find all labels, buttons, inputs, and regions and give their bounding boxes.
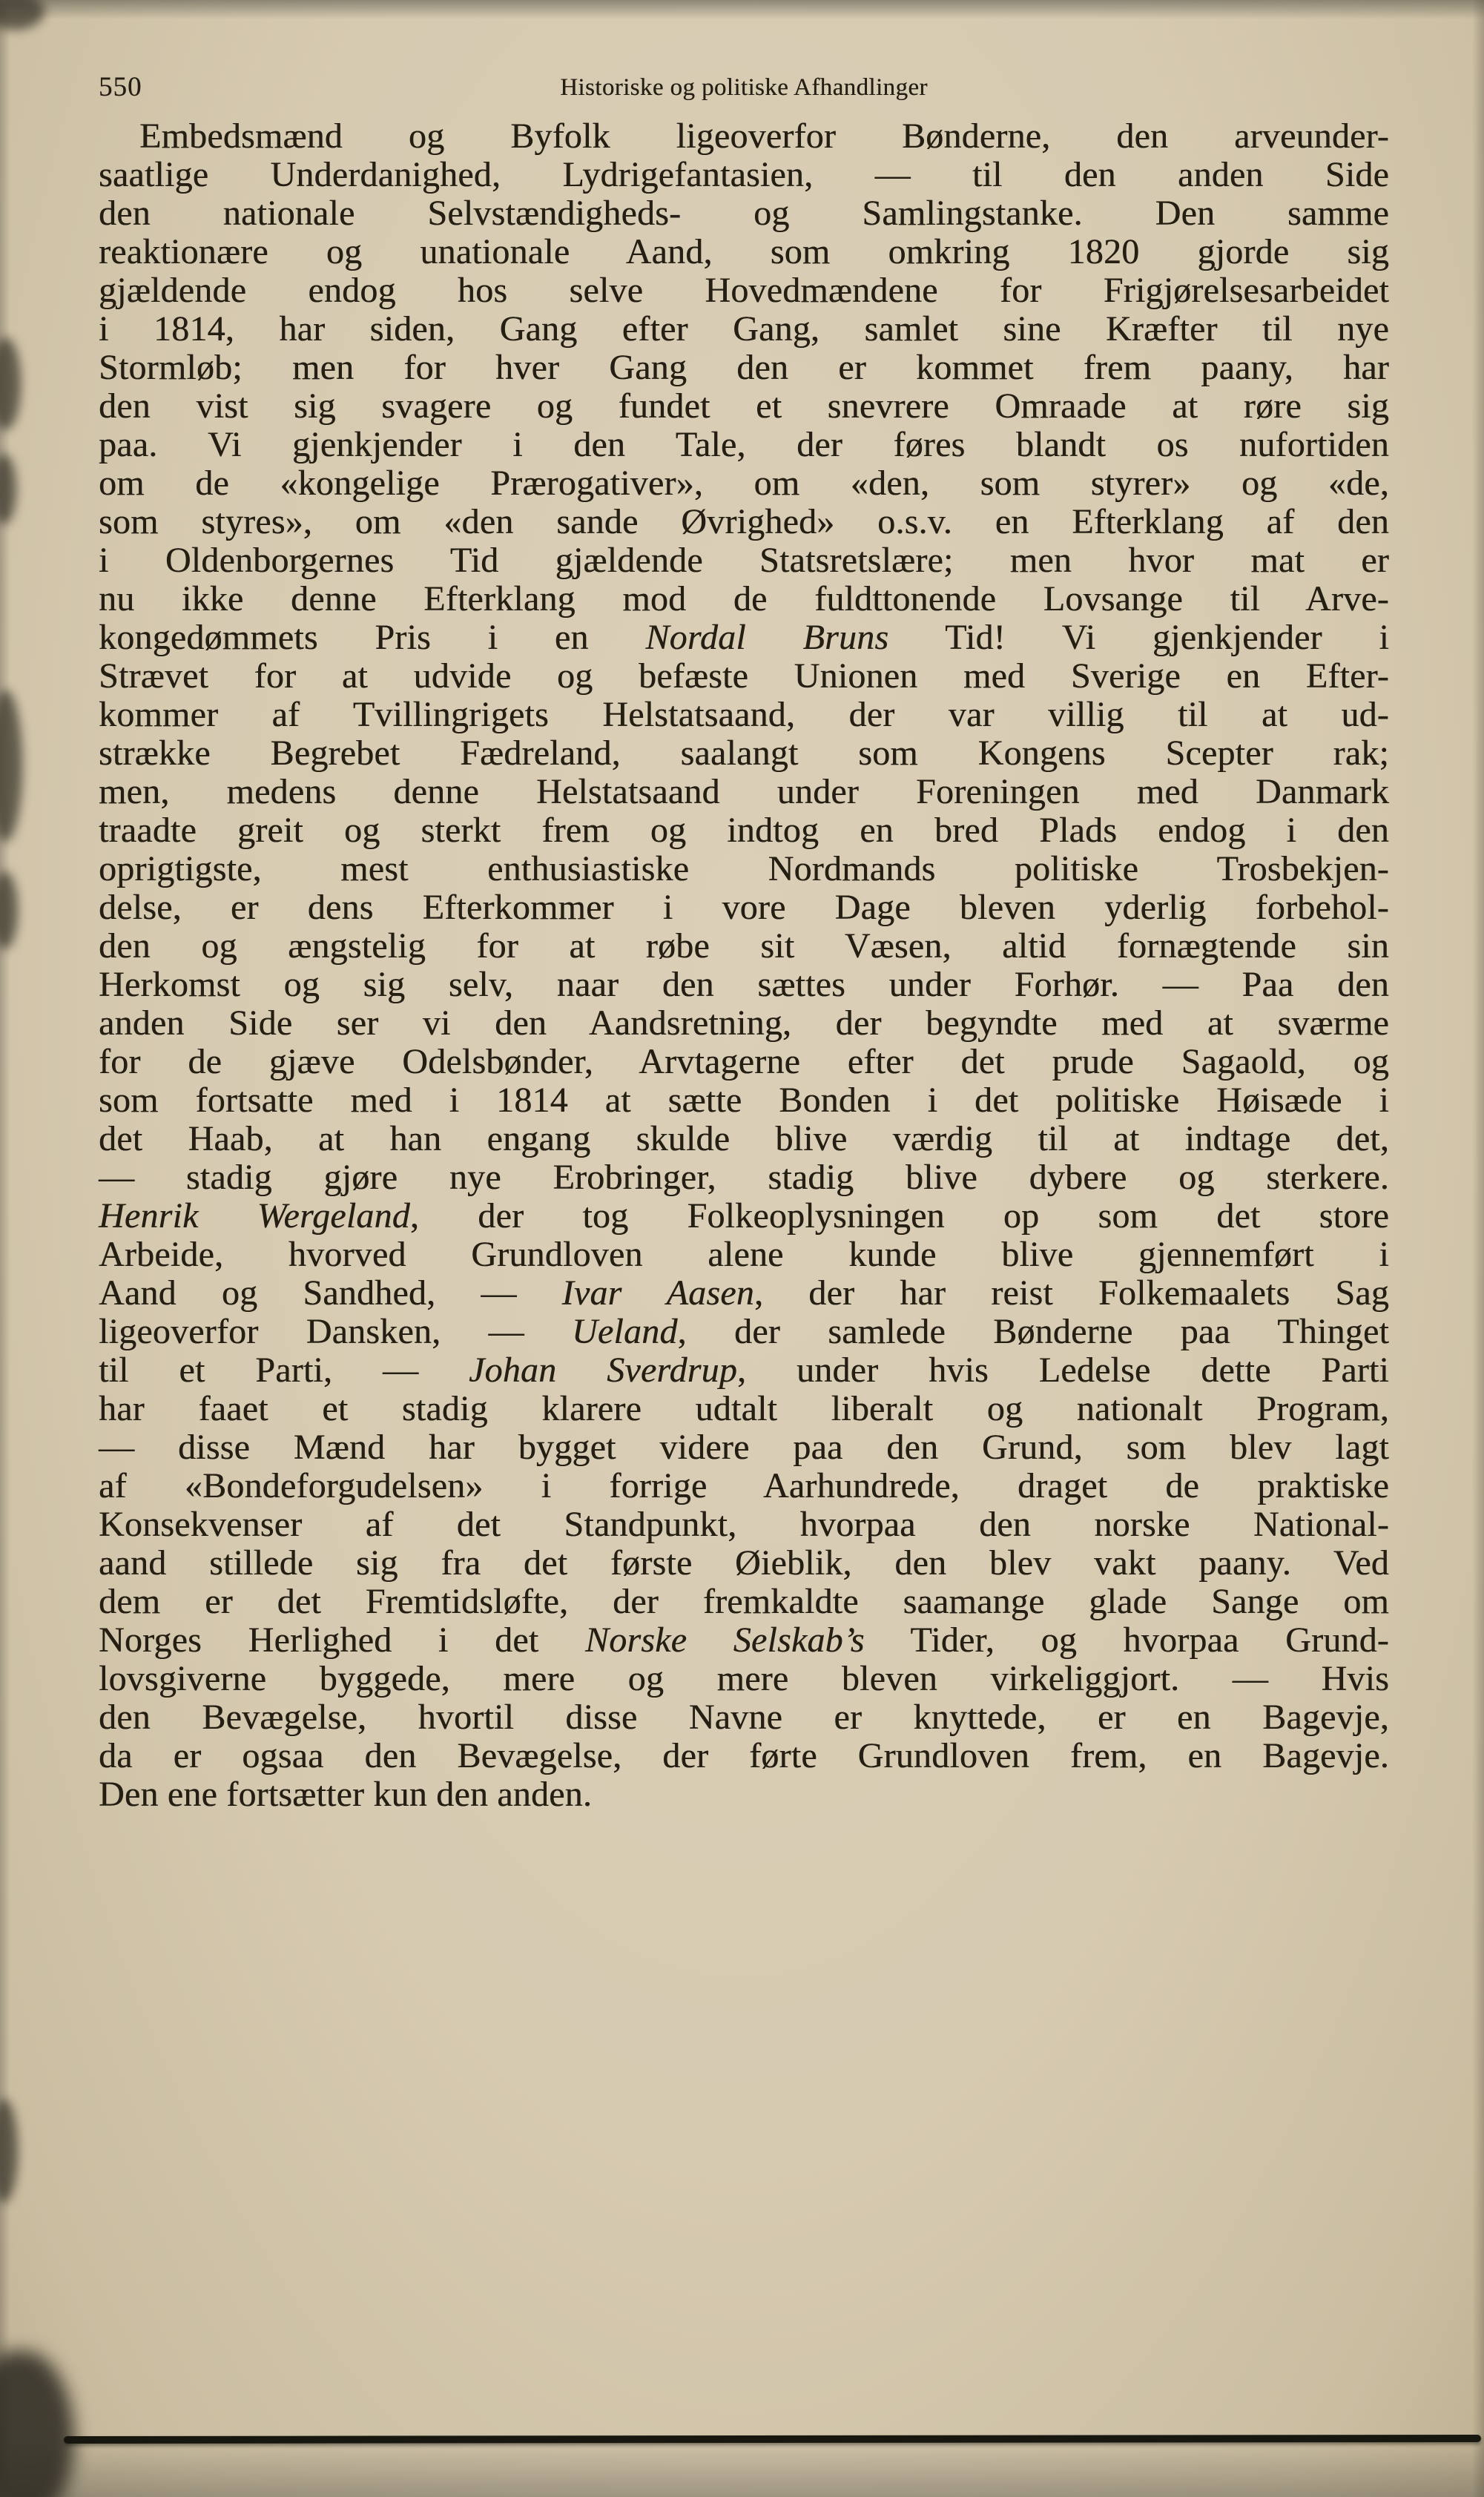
italic-text: Johan Sverdrup: [469, 1350, 737, 1390]
running-title: Historiske og politiske Afhandlinger: [560, 74, 928, 101]
text-segment: i 1814, har siden, Gang efter Gang, samlet sine Kræfter til nye: [99, 309, 1389, 349]
text-line: [99, 1544, 1389, 1583]
text-line: [99, 657, 1389, 696]
text-segment: , under hvis Ledelse dette Parti: [736, 1350, 1389, 1390]
text-line: [99, 850, 1389, 888]
text-line: [99, 349, 1389, 387]
text-line: [99, 1698, 1389, 1737]
text-line: [99, 1737, 1389, 1775]
text-segment: om de «kongelige Prærogativer», om «den, som styrer» og «de,: [99, 464, 1389, 503]
scan-smudge: [0, 337, 21, 430]
text-segment: paa. Vi gjenkjender i den Tale, der føres blandt os nufortiden: [99, 425, 1389, 464]
text-line: [99, 966, 1389, 1004]
text-segment: af «Bondeforgudelsen» i forrige Aarhundrede, draget de praktiske: [99, 1466, 1389, 1505]
text-segment: anden Side ser vi den Aandsretning, der begyndte med at sværme: [99, 1003, 1389, 1043]
scan-smudge: [0, 871, 18, 949]
text-segment: Den ene fortsætter kun den anden.: [99, 1775, 593, 1814]
text-segment: — stadig gjøre nye Erobringer, stadig blive dybere og sterkere.: [99, 1158, 1389, 1197]
text-line: [99, 271, 1389, 310]
text-segment: dem er det Fremtidsløfte, der fremkaldte saamange glade Sange om: [99, 1582, 1389, 1621]
text-line: [99, 117, 1389, 156]
scan-corner-blotch: [0, 2351, 74, 2497]
text-segment: har faaet et stadig klarere udtalt liberalt og nationalt Program,: [99, 1389, 1389, 1428]
text-segment: Norges Herlighed i det: [99, 1620, 585, 1660]
text-segment: den vist sig svagere og fundet et snevrere Omraade at røre sig: [99, 386, 1389, 426]
text-line: [99, 1120, 1389, 1158]
italic-text: Nordal Bruns: [645, 618, 889, 657]
text-segment: da er ogsaa den Bevægelse, der førte Grundloven frem, en Bagevje.: [99, 1736, 1389, 1775]
text-segment: men, medens denne Helstatsaand under Foreningen med Danmark: [99, 772, 1389, 811]
text-line: [99, 1081, 1389, 1120]
text-line: [99, 1236, 1389, 1274]
text-segment: som styres», om «den sande Øvrighed» o.s.v. en Efterklang af den: [99, 502, 1389, 541]
text-segment: , der samlede Bønderne paa Thinget: [677, 1312, 1389, 1351]
text-line: [99, 580, 1389, 619]
text-segment: reaktionære og unationale Aand, som omkring 1820 gjorde sig: [99, 232, 1389, 271]
scan-edge-shadow-bottom: [0, 2439, 1484, 2497]
text-segment: kongedømmets Pris i en: [99, 618, 646, 657]
italic-text: Henrik Wergeland: [99, 1196, 410, 1236]
scan-edge-shadow-top: [0, 0, 1484, 19]
text-line: [99, 1197, 1389, 1236]
text-line: [99, 1428, 1389, 1467]
text-segment: den Bevægelse, hvortil disse Navne er knyttede, er en Bagevje,: [99, 1698, 1389, 1737]
body-text: [99, 117, 1389, 1814]
text-line: [99, 1313, 1389, 1351]
page-number: 550: [99, 72, 142, 102]
text-line: [99, 194, 1389, 233]
italic-text: Norske Selskab’s: [584, 1620, 865, 1660]
scan-smudge: [0, 0, 44, 30]
text-segment: Arbeide, hvorved Grundloven alene kunde blive gjennemført i: [99, 1235, 1389, 1274]
text-segment: Konsekvenser af det Standpunkt, hvorpaa den norske National-: [99, 1505, 1389, 1544]
text-line: [99, 503, 1389, 541]
page-header: [99, 71, 1389, 108]
scan-smudge: [0, 2099, 18, 2203]
text-segment: lovsgiverne byggede, mere og mere bleven virkeliggjort. — Hvis: [99, 1659, 1389, 1698]
text-segment: nu ikke denne Efterklang mod de fuldttonende Lovsange til Arve-: [99, 579, 1389, 619]
text-line: [99, 619, 1389, 657]
text-line: [99, 1775, 1389, 1814]
text-segment: saatlige Underdanighed, Lydrigefantasien, — til den anden Side: [99, 155, 1389, 194]
text-line: [99, 1274, 1389, 1313]
text-segment: Strævet for at udvide og befæste Unionen med Sverige en Efter-: [99, 656, 1389, 696]
text-segment: den nationale Selvstændigheds- og Samlingstanke. Den samme: [99, 194, 1389, 233]
text-segment: som fortsatte med i 1814 at sætte Bonden i det politiske Høisæde i: [99, 1081, 1389, 1120]
text-segment: strække Begrebet Fædreland, saalangt som Kongens Scepter rak;: [99, 733, 1389, 773]
text-line: [99, 927, 1389, 966]
text-segment: aand stillede sig fra det første Øieblik, den blev vakt paany. Ved: [99, 1543, 1389, 1583]
text-line: [99, 1390, 1389, 1428]
text-segment: det Haab, at han engang skulde blive værdig til at indtage det,: [99, 1119, 1389, 1158]
text-line: [99, 1004, 1389, 1043]
italic-text: Ivar Aasen: [561, 1273, 754, 1313]
text-segment: i Oldenborgernes Tid gjældende Statsretslære; men hvor mat er: [99, 541, 1389, 580]
text-line: [99, 1505, 1389, 1544]
text-segment: den og ængstelig for at røbe sit Væsen, altid fornægtende sin: [99, 926, 1389, 966]
text-segment: Herkomst og sig selv, naar den sættes under Forhør. — Paa den: [99, 965, 1389, 1004]
text-line: [99, 1351, 1389, 1390]
text-line: [99, 1467, 1389, 1505]
text-segment: gjældende endog hos selve Hovedmændene for Frigjørelsesarbeidet: [99, 271, 1389, 310]
text-segment: til et Parti, —: [99, 1350, 469, 1390]
text-line: [99, 541, 1389, 580]
text-segment: for de gjæve Odelsbønder, Arvtagerne efter det prude Sagaold, og: [99, 1042, 1389, 1081]
text-line: [99, 1660, 1389, 1698]
text-line: [99, 773, 1389, 811]
text-segment: Tid! Vi gjenkjender i: [888, 618, 1389, 657]
text-segment: traadte greit og sterkt frem og indtog en bred Plads endog i den: [99, 811, 1389, 850]
text-line: [99, 156, 1389, 194]
text-line: [99, 387, 1389, 426]
text-line: [99, 1621, 1389, 1660]
scan-bottom-line: [64, 2435, 1481, 2444]
text-segment: ligeoverfor Dansken, —: [99, 1312, 573, 1351]
scan-smudge: [0, 690, 22, 842]
text-segment: Embedsmænd og Byfolk ligeoverfor Bønderne, den arveunder-: [139, 116, 1389, 156]
text-segment: Stormløb; men for hver Gang den er kommet frem paany, har: [99, 348, 1389, 387]
text-line: [99, 310, 1389, 349]
text-line: [99, 233, 1389, 271]
text-segment: Tider, og hvorpaa Grund-: [864, 1620, 1389, 1660]
text-segment: , der har reist Folkemaalets Sag: [753, 1273, 1390, 1313]
text-line: [99, 734, 1389, 773]
text-segment: delse, er dens Efterkommer i vore Dage bleven yderlig forbehol-: [99, 888, 1389, 927]
text-segment: , der tog Folkeoplysningen op som det store: [409, 1196, 1389, 1236]
text-segment: — disse Mænd har bygget videre paa den Grund, som blev lagt: [99, 1428, 1389, 1467]
italic-text: Ueland: [572, 1312, 678, 1351]
text-line: [99, 811, 1389, 850]
text-line: [99, 1043, 1389, 1081]
text-line: [99, 888, 1389, 927]
scan-smudge: [0, 454, 16, 524]
text-line: [99, 696, 1389, 734]
text-line: [99, 464, 1389, 503]
scan-edge-shadow-right: [1472, 0, 1484, 2497]
text-segment: oprigtigste, mest enthusiastiske Nordmands politiske Trosbekjen-: [99, 849, 1389, 888]
text-line: [99, 1583, 1389, 1621]
text-segment: kommer af Tvillingrigets Helstatsaand, der var villig til at ud-: [99, 695, 1389, 734]
text-line: [99, 426, 1389, 464]
text-line: [99, 1158, 1389, 1197]
text-segment: Aand og Sandhed, —: [99, 1273, 562, 1313]
